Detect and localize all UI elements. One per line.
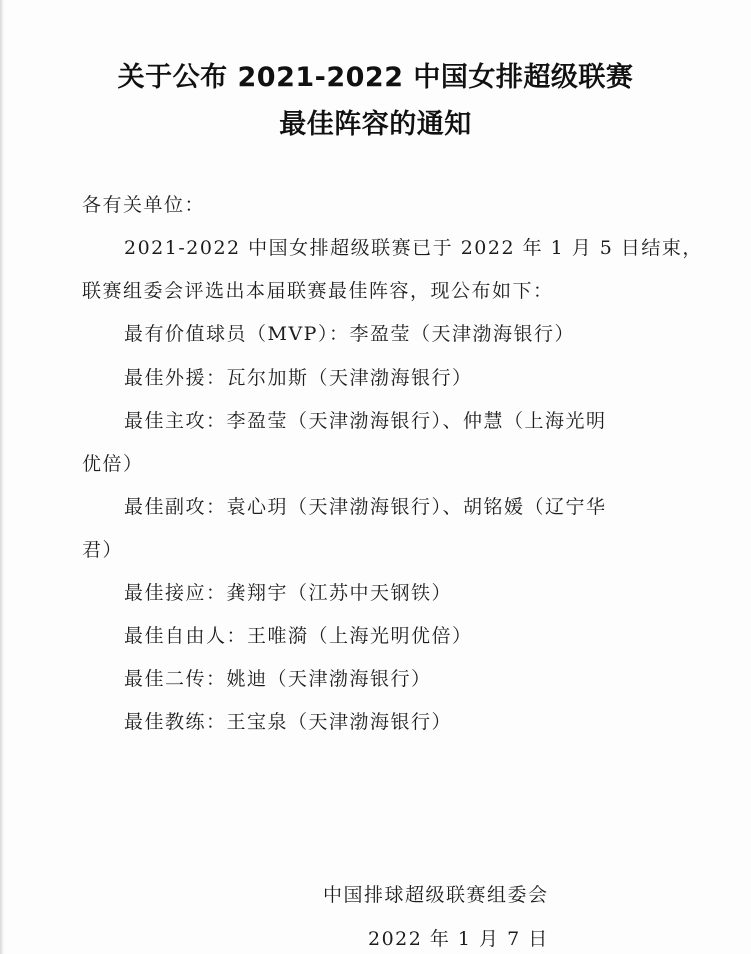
award-middle-label: 最佳副攻 ： xyxy=(124,496,227,518)
award-best-libero xyxy=(124,621,473,648)
award-libero-label: 最佳自由人 ： xyxy=(124,625,247,647)
award-best-coach xyxy=(124,707,452,734)
salutation: 各有关单位： xyxy=(82,194,206,216)
document-title-line2: 最佳阵容的通知 xyxy=(279,109,472,140)
award-best-setter xyxy=(124,664,432,691)
document-title-line1: 关于公布 2021-2022 中国女排超级联赛 xyxy=(117,62,634,93)
award-foreign-label: 最佳外援 ： xyxy=(124,367,227,389)
award-best-foreign-player xyxy=(124,363,473,390)
award-setter-label: 最佳二传 ： xyxy=(124,668,227,690)
award-foreign-winner: 瓦尔加斯（天津渤海银行） xyxy=(226,367,473,389)
award-outside-winners: 李盈莹（天津渤海银行）、仲慧（上海光明 xyxy=(226,410,607,432)
intro-paragraph-line1: 2021-2022 中国女排超级联赛已于 2022 年 1 月 5 日结束， xyxy=(124,237,703,259)
award-outside-winners-continued: 优倍） xyxy=(82,453,144,475)
award-middle-winners-continued: 君） xyxy=(82,539,124,561)
award-best-middle-blocker xyxy=(124,492,607,519)
signature-date: 2022 年 1 月 7 日 xyxy=(368,928,549,950)
page-edge-shadow xyxy=(0,0,4,954)
signature-organization: 中国排球超级联赛组委会 xyxy=(323,884,549,906)
intro-paragraph-line2: 联赛组委会评选出本届联赛最佳阵容，现公布如下： xyxy=(82,280,554,302)
award-best-outside-hitter xyxy=(124,406,607,433)
award-opposite-winner: 龚翔宇（江苏中天钢铁） xyxy=(226,582,453,604)
award-libero-winner: 王唯漪（上海光明优倍） xyxy=(247,625,473,647)
award-mvp-winner: 李盈莹（天津渤海银行） xyxy=(349,323,575,345)
award-setter-winner: 姚迪（天津渤海银行） xyxy=(226,668,432,690)
award-outside-label: 最佳主攻 ： xyxy=(124,410,227,432)
award-coach-label: 最佳教练 ： xyxy=(124,711,227,733)
award-mvp xyxy=(124,319,575,346)
award-mvp-label: 最有价值球员（MVP） ： xyxy=(124,323,349,345)
award-opposite-label: 最佳接应 ： xyxy=(124,582,227,604)
award-middle-winners: 袁心玥（天津渤海银行）、胡铭媛（辽宁华 xyxy=(226,496,607,518)
award-best-opposite xyxy=(124,578,452,605)
award-coach-winner: 王宝泉（天津渤海银行） xyxy=(226,711,453,733)
